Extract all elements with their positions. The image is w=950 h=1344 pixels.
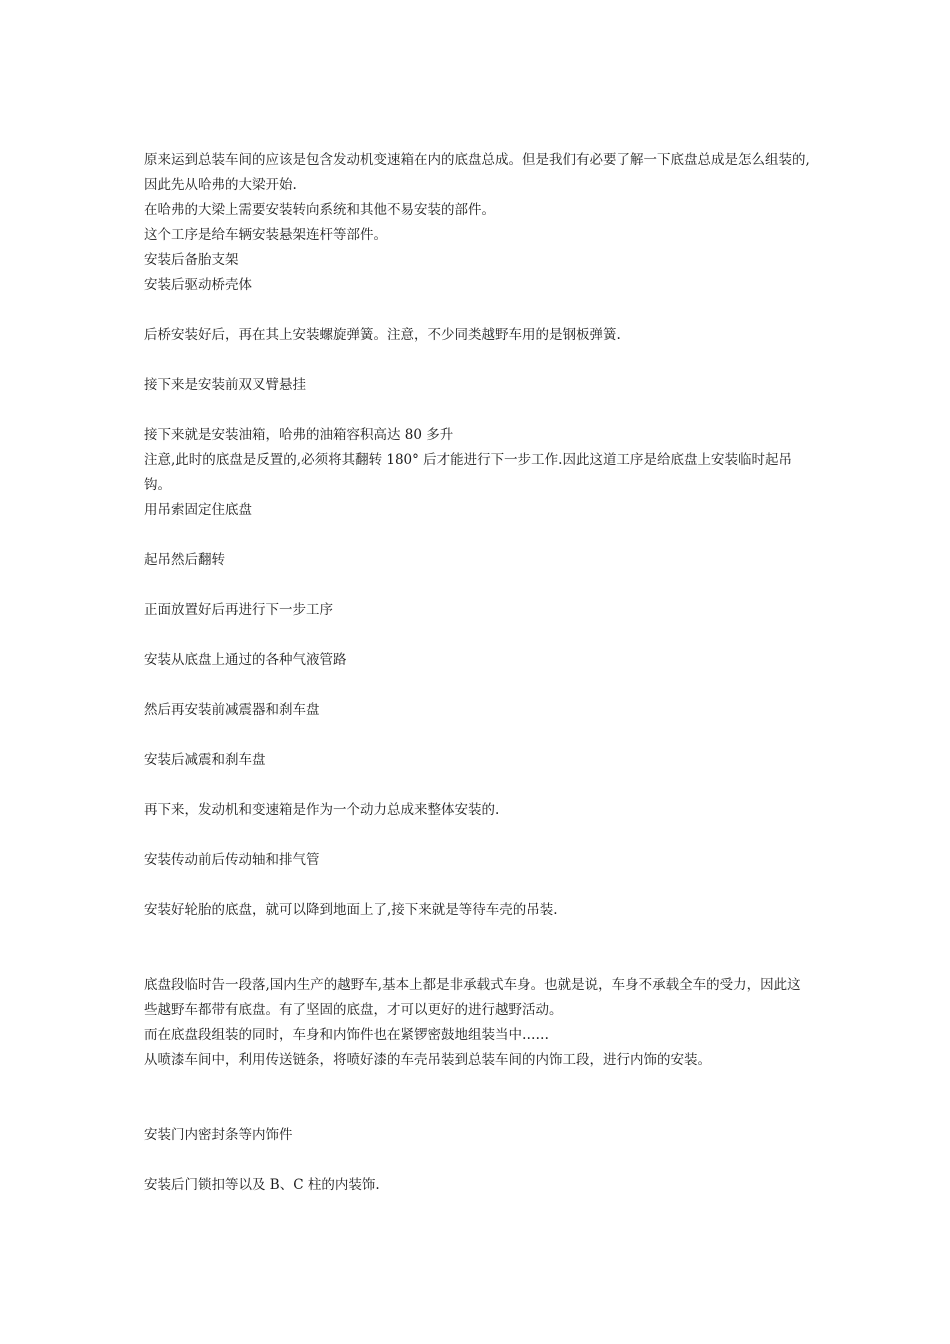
paragraph-pillar-trim: 安装后门锁扣等以及 B、C 柱的内装饰. [144, 1177, 380, 1193]
paragraph-paint-shop: 从喷漆车间中，利用传送链条，将喷好漆的车壳吊装到总装车间的内饰工段，进行内饰的安装。 [144, 1052, 711, 1068]
paragraph-rear-shocks: 安装后减震和刹车盘 [144, 752, 266, 768]
spacer [144, 348, 810, 373]
spacer [144, 623, 810, 648]
spacer [144, 723, 810, 748]
spacer [144, 948, 810, 973]
paragraph-lower-chassis: 安装好轮胎的底盘，就可以降到地面上了,接下来就是等待车壳的吊装. [144, 902, 558, 918]
spacer [144, 673, 810, 698]
spacer [144, 523, 810, 548]
spacer [144, 1148, 810, 1173]
spacer [144, 873, 810, 898]
paragraph-flip-note: 注意,此时的底盘是反置的,必须将其翻转 180° 后才能进行下一步工作.因此这道工序是给底盘上安装临时起吊钩。 [144, 452, 792, 493]
paragraph-driveshaft-exhaust: 安装传动前后传动轴和排气管 [144, 852, 320, 868]
spacer [144, 1073, 810, 1098]
paragraph-pipelines: 安装从底盘上通过的各种气液管路 [144, 652, 347, 668]
paragraph-spare-tire: 安装后备胎支架 [144, 252, 239, 268]
paragraph-door-seals: 安装门内密封条等内饰件 [144, 1127, 293, 1143]
paragraph-steering: 在哈弗的大梁上需要安装转向系统和其他不易安装的部件。 [144, 202, 495, 218]
paragraph-parallel-assembly: 而在底盘段组装的同时，车身和内饰件也在紧锣密鼓地组装当中…… [144, 1027, 549, 1043]
spacer [144, 1098, 810, 1123]
spacer [144, 823, 810, 848]
spacer [144, 573, 810, 598]
paragraph-body-on-frame: 底盘段临时告一段落,国内生产的越野车,基本上都是非承载式车身。也就是说，车身不承载全车的受力，因此这些越野车都带有底盘。有了坚固的底盘，才可以更好的进行越野活动。 [144, 977, 801, 1018]
paragraph-coil-springs: 后桥安装好后，再在其上安装螺旋弹簧。注意，不少同类越野车用的是钢板弹簧. [144, 327, 621, 343]
paragraph-powertrain: 再下来，发动机和变速箱是作为一个动力总成来整体安装的. [144, 802, 500, 818]
paragraph-lift-flip: 起吊然后翻转 [144, 552, 225, 568]
document-body [144, 148, 810, 1198]
paragraph-front-suspension: 接下来是安装前双叉臂悬挂 [144, 377, 306, 393]
paragraph-chassis-intro: 原来运到总装车间的应该是包含发动机变速箱在内的底盘总成。但是我们有必要了解一下底盘总成是怎么组装的,因此先从哈弗的大梁开始. [144, 152, 810, 193]
spacer [144, 398, 810, 423]
paragraph-sling: 用吊索固定住底盘 [144, 502, 252, 518]
paragraph-rear-axle: 安装后驱动桥壳体 [144, 277, 252, 293]
paragraph-next-step: 正面放置好后再进行下一步工序 [144, 602, 333, 618]
spacer [144, 298, 810, 323]
spacer [144, 923, 810, 948]
paragraph-fuel-tank: 接下来就是安装油箱，哈弗的油箱容积高达 80 多升 [144, 427, 454, 443]
paragraph-front-shocks: 然后再安装前减震器和刹车盘 [144, 702, 320, 718]
paragraph-suspension-links: 这个工序是给车辆安装悬架连杆等部件。 [144, 227, 387, 243]
spacer [144, 773, 810, 798]
